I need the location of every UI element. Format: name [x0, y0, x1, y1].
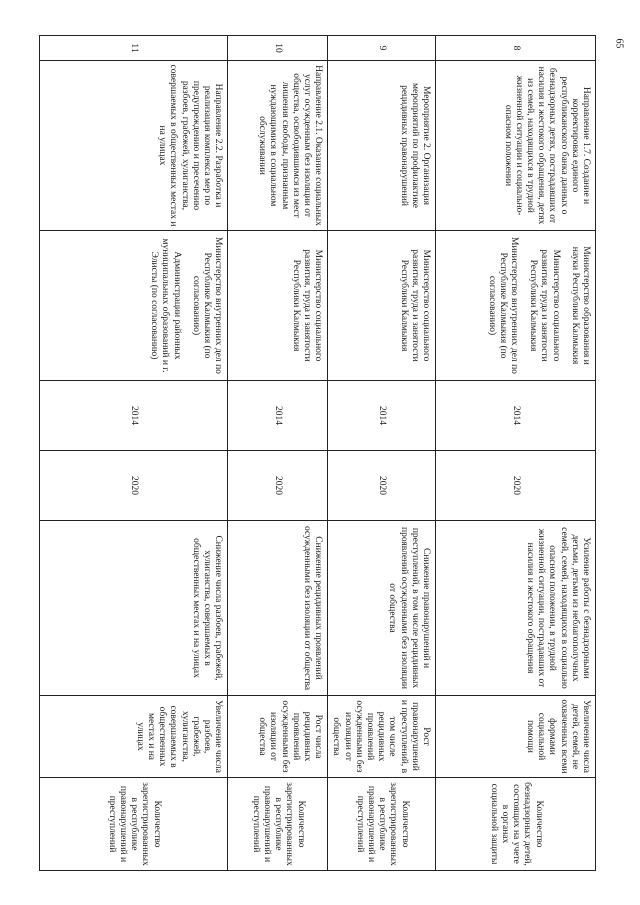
- indicators: Количество безнадзорных детей, состоящих на учете в органах социальной защиты: [436, 778, 596, 871]
- expected-result: Снижение правонарушений и преступлений, в том числе рецидивных проявлений осужденными без изоляции от общества: [328, 521, 436, 696]
- activity-name: Направление 2.2. Разработка и реализация комплекса мер по предупреждению и пресечению разбоев, грабежей, хулиганства, совершаемых в общественных местах и на улицах: [40, 61, 228, 231]
- executors-cell: [40, 231, 228, 381]
- executor: Министерство образования и науки Республики Калмыкия: [569, 246, 591, 365]
- table-row: [228, 36, 328, 871]
- end-year: 2020: [436, 451, 596, 521]
- executor: Министерство социального развития, труда и занятости Республики Калмыкия: [398, 249, 431, 362]
- row-number: 10: [228, 36, 328, 61]
- end-year: 2020: [40, 451, 228, 521]
- executor: Администрации районных муниципальных образований и г. Элисты (по согласованию): [149, 238, 182, 373]
- consequences: Увеличение числа детей, семей, не охваченных всеми формами социальной помощи: [436, 696, 596, 778]
- table-row: [436, 36, 596, 871]
- expected-result: Снижение рецидивных проявлений осужденными без изоляции от общества: [228, 521, 328, 696]
- executor: Министерство социального развития, труда и занятости Республики Калмыкия: [290, 249, 324, 362]
- executors-cell: [436, 231, 596, 381]
- row-number: 11: [40, 36, 228, 61]
- indicators: Количество зарегистрированных в республике правонарушений и преступлений: [328, 778, 436, 871]
- executor: Министерство социального развития, труда и занятости Республики Калмыкия: [528, 249, 561, 362]
- start-year: 2014: [328, 381, 436, 451]
- end-year: 2020: [328, 451, 436, 521]
- row-number: 8: [436, 36, 596, 61]
- consequences: Увеличение числа разбоев, грабежей, хулиганства, совершаемых в общественных местах и на улицах: [40, 696, 228, 778]
- executor: Министерство внутренних дел по Республике Калмыкия (по согласованию): [190, 237, 224, 374]
- executor: Министерство внутренних дел по Республике Калмыкия (по согласованию): [486, 237, 519, 374]
- start-year: 2014: [40, 381, 228, 451]
- table-row: [328, 36, 436, 871]
- end-year: 2020: [228, 451, 328, 521]
- row-number: 9: [328, 36, 436, 61]
- start-year: 2014: [436, 381, 596, 451]
- rotated-table-wrapper: [48, 35, 596, 870]
- indicators: Количество зарегистрированных в республике правонарушений и преступлений: [40, 778, 228, 871]
- executors-cell: [328, 231, 436, 381]
- page-number: 65: [613, 38, 625, 49]
- expected-result: Снижение числа разбоев, грабежей, хулиганства, совершаемых в общественных местах и на улицах: [40, 521, 228, 696]
- expected-result: Усиление работы с безнадзорными детьми, детьми из неблагополучных семей, семей, находящихся в социально опасном положении, в трудной жизненной ситуации, пострадавших от насилия и жестокого обращения: [436, 521, 596, 696]
- program-activities-table: [39, 35, 596, 871]
- executors-cell: [228, 231, 328, 381]
- activity-name: Направление 1.7. Создание и корректировка единого республиканского банка данных о безнадзорных детях, пострадавших от насилия и жестокого обращения, детях из семей, находящихся в трудной жизненной ситуации и социально-опасном положении: [436, 61, 596, 231]
- table-row: [40, 36, 228, 871]
- activity-name: Направление 2.1. Оказание социальных услуг осужденным без изоляции от общества, освободившимся из мест лишения свободы, признанным нуждающимися в социальном обслуживании: [228, 61, 328, 231]
- indicators: Количество зарегистрированных в республике правонарушений и преступлений: [228, 778, 328, 871]
- consequences: Рост числа рецидивных проявлений осужденными без изоляции от общества: [228, 696, 328, 778]
- activity-name: Мероприятие 2. Организация мероприятий по профилактике рецидивных правонарушений: [328, 61, 436, 231]
- start-year: 2014: [228, 381, 328, 451]
- consequences: Рост правонарушений и преступлений, в том числе рецидивных проявлений осужденными без изоляции от общества: [328, 696, 436, 778]
